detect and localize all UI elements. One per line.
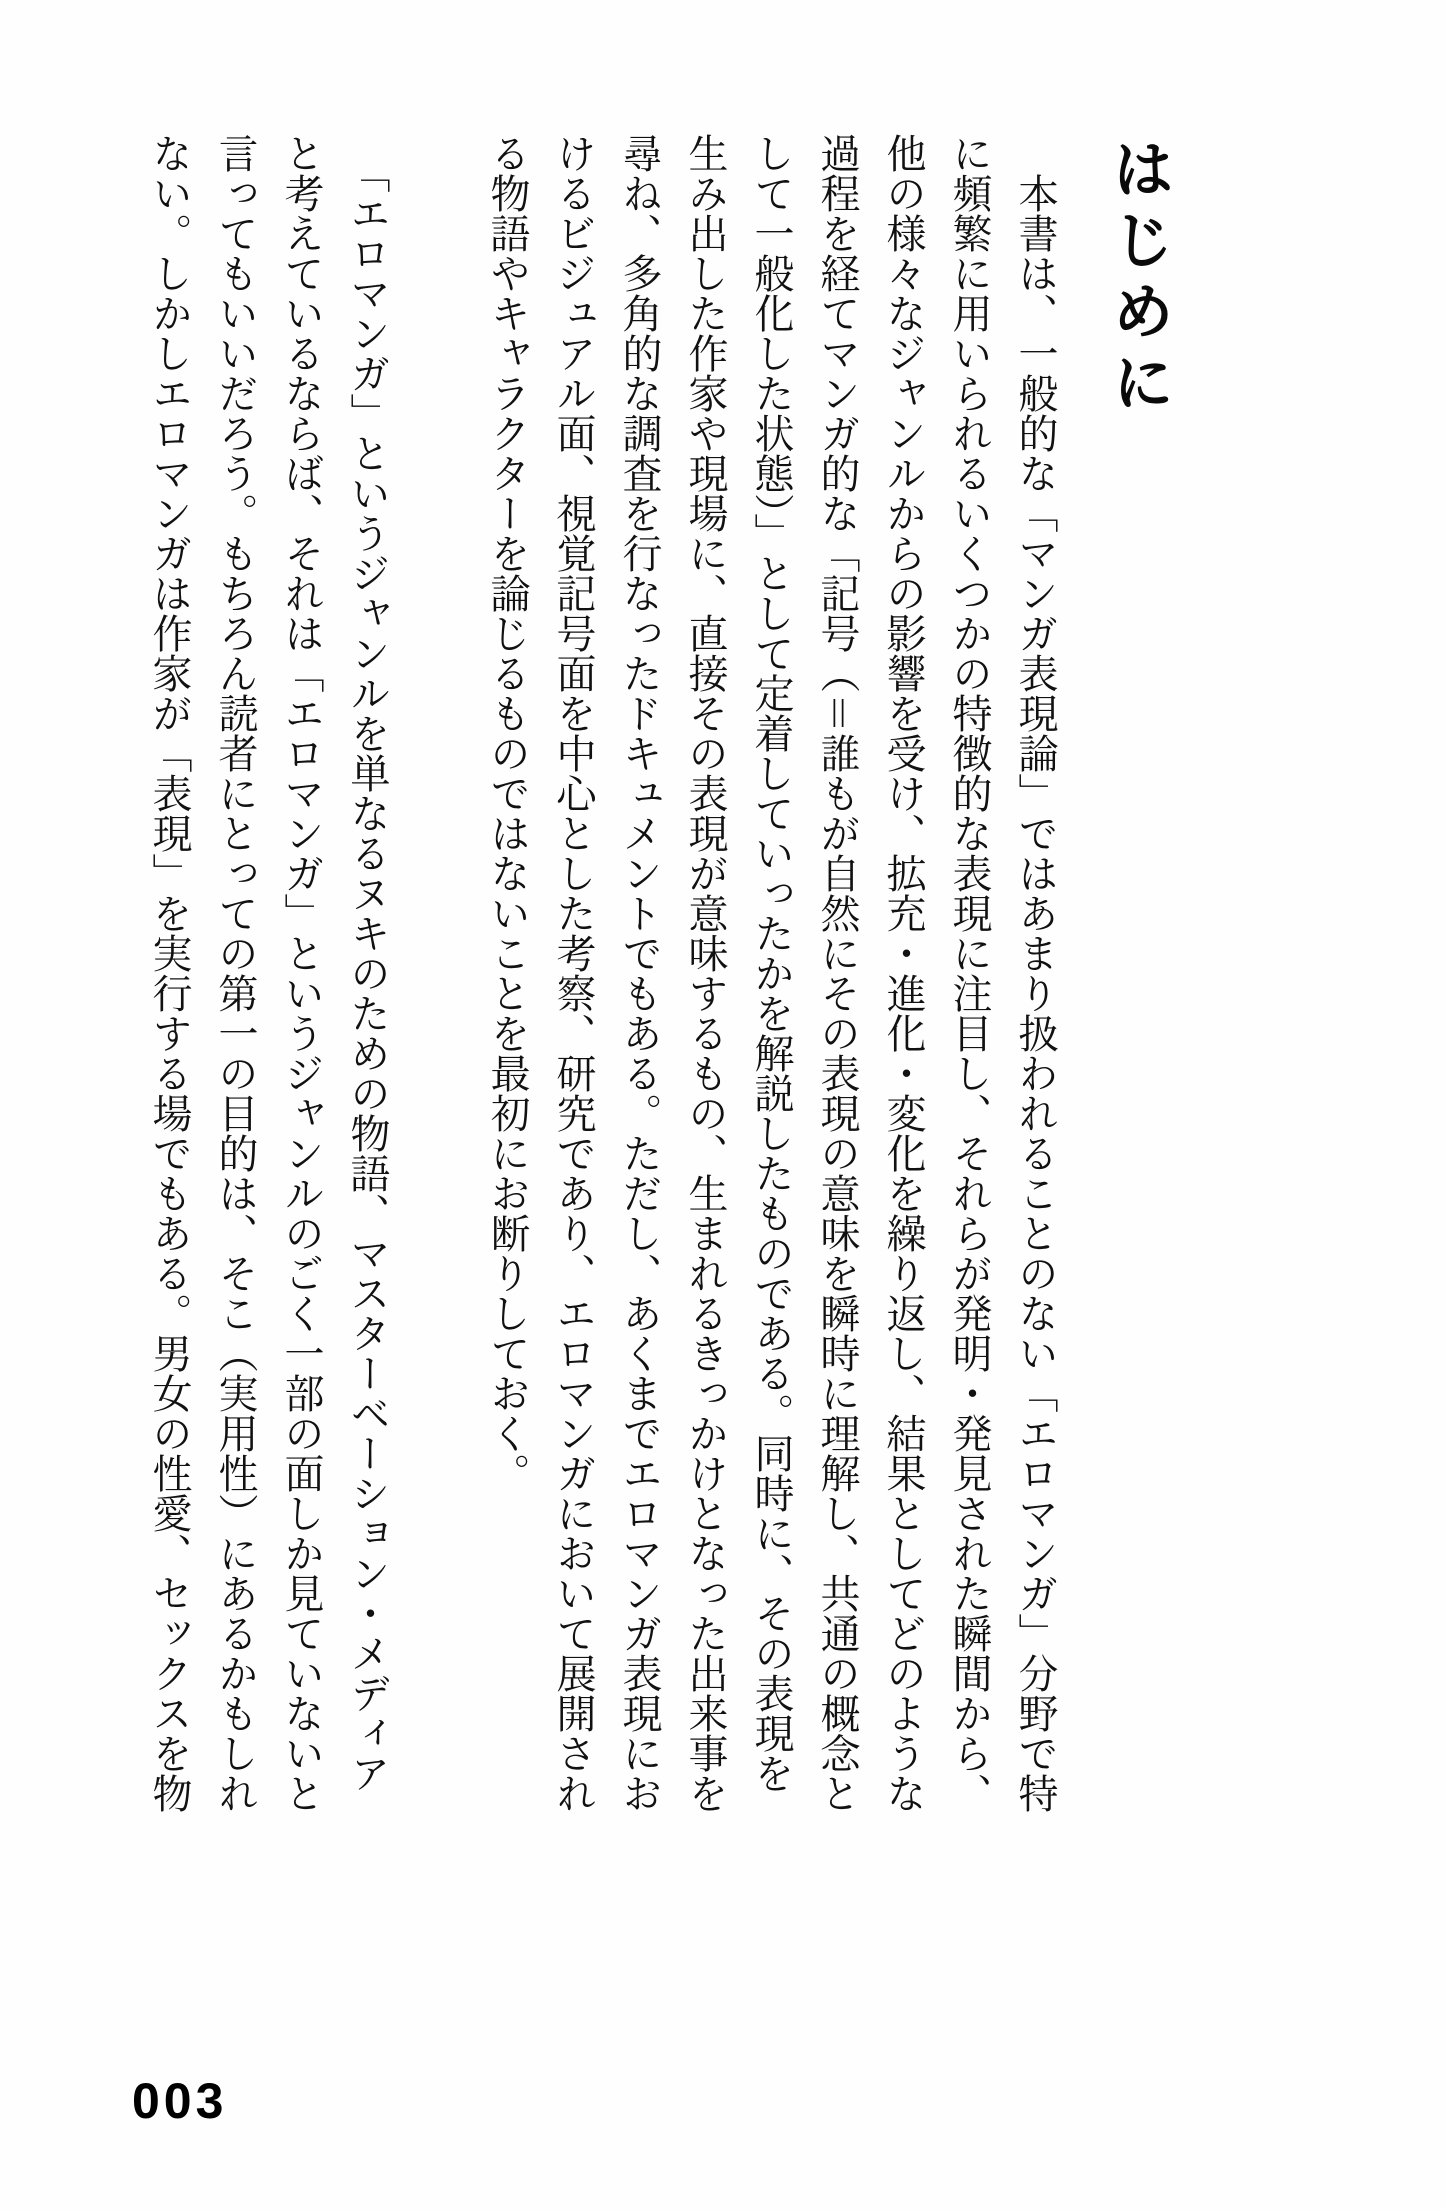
text-line: ない。しかしエロマンガは作家が「表現」を実行する場でもある。男女の性愛、セックスを物 [147,133,192,1813]
text-line: 過程を経てマンガ的な「記号（＝誰もが自然にその表現の意味を瞬時に理解し、共通の概念と [815,133,860,1813]
paragraph [136,133,400,1823]
text-line: る物語やキャラクターを論じるものではないことを最初にお断りしておく。 [485,133,530,1493]
page-number: 003 [132,2073,228,2129]
chapter-title: はじめに [1103,137,1172,421]
text-line: 他の様々なジャンルからの影響を受け、拡充・進化・変化を繰り返し、結果としてどのような [881,133,926,1813]
text-line: 言ってもいいだろう。もちろん読者にとっての第一の目的は、そこ（実用性）にあるかもしれ [213,133,258,1813]
text-line: けるビジュアル面、視覚記号面を中心とした考察、研究であり、エロマンガにおいて展開され [551,133,596,1813]
text-line: 「エロマンガ」というジャンルを単なるヌキのための物語、マスターベーション・メディア [345,133,390,1793]
text-line: 尋ね、多角的な調査を行なったドキュメントでもある。ただし、あくまでエロマンガ表現にお [617,133,662,1813]
text-line: と考えているならば、それは「エロマンガ」というジャンルのごく一部の面しか見ていないと [279,133,324,1813]
paragraph [474,133,1068,1823]
body-text [136,133,1068,1823]
text-line: して一般化した状態）」として定着していったかを解説したものである。同時に、その表現を [749,133,794,1793]
text-line: 生み出した作家や現場に、直接その表現が意味するもの、生まれるきっかけとなった出来事を [683,133,728,1813]
text-line: 本書は、一般的な「マンガ表現論」ではあまり扱われることのない「エロマンガ」分野で特 [1013,133,1058,1813]
text-line: に頻繁に用いられるいくつかの特徴的な表現に注目し、それらが発明・発見された瞬間から、 [947,133,992,1813]
